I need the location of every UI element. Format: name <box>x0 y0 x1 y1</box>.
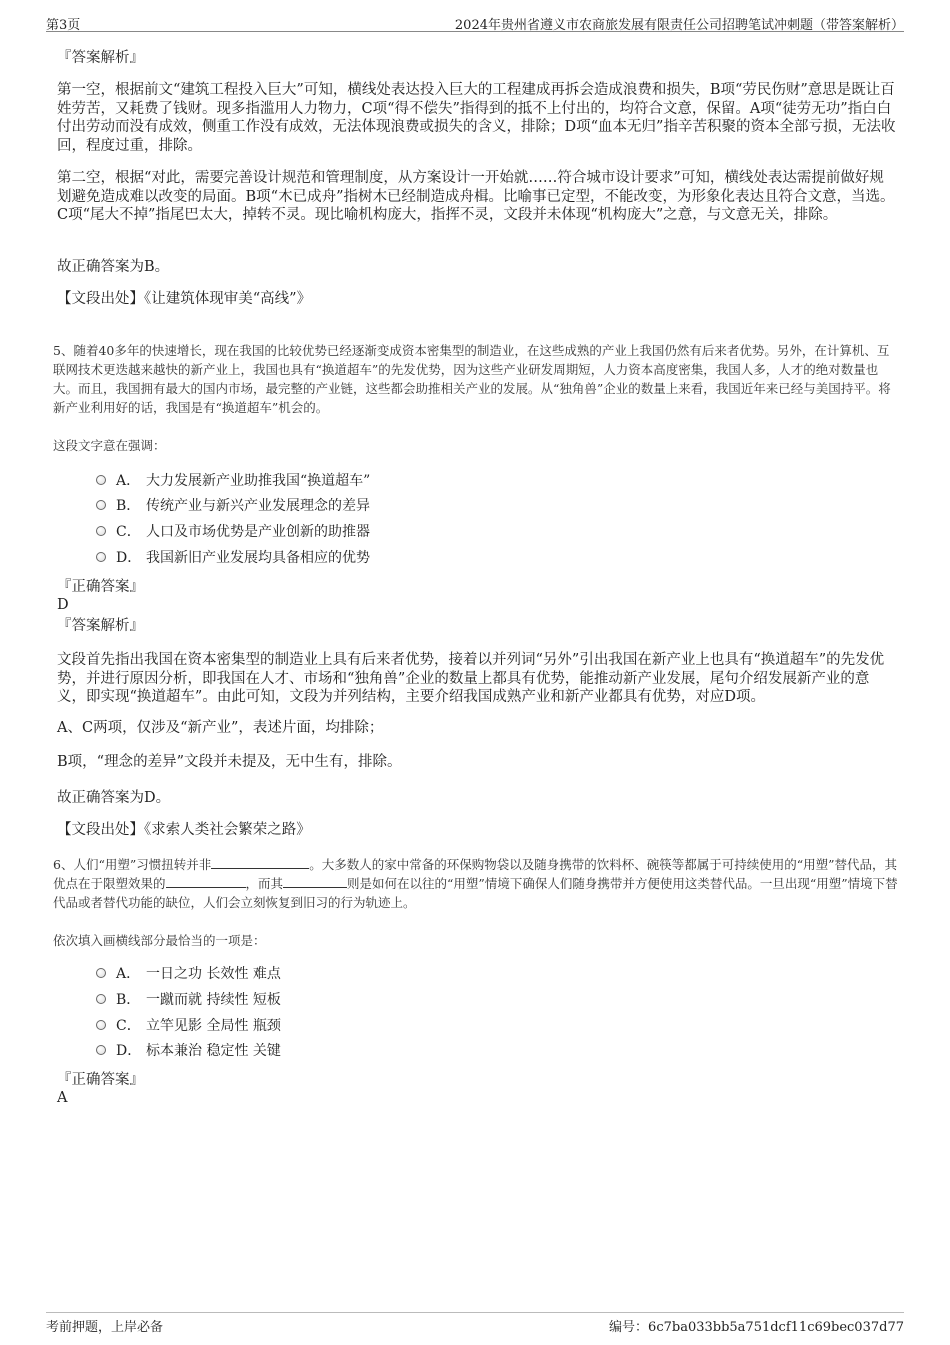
analysis-label: 『答案解析』 <box>57 618 144 634</box>
radio-icon[interactable] <box>96 994 106 1004</box>
document-title: 2024年贵州省遵义市农商旅发展有限责任公司招聘笔试冲刺题（带答案解析） <box>454 18 904 33</box>
blank-line-3 <box>283 876 347 888</box>
option-b[interactable]: B． 一蹴而就 持续性 短板 <box>96 990 281 1010</box>
option-b[interactable]: B． 传统产业与新兴产业发展理念的差异 <box>96 496 370 516</box>
question-text: 6、人们“用塑”习惯扭转并非 。大多数人的家中常备的环保购物袋以及随身携带的饮料杯、碗筷等都属于可持续使用的“用塑”替代品，其优点在于限塑效果的 ，而其 则是如何在以往的“用塑”情境下确保人们随身携带并方便使用这类替代品。一旦出现“用塑”情境下替代品或者替代功能的缺位，人们会立刻恢复到旧习的行为轨迹上。 <box>53 857 898 910</box>
answer-label: 『正确答案』 <box>57 1072 144 1088</box>
document-id: 编号：6c7ba033bb5a751dcf11c69bec037d77 <box>609 1320 904 1335</box>
radio-icon[interactable] <box>96 968 106 978</box>
radio-icon[interactable] <box>96 500 106 510</box>
option-a[interactable]: A． 一日之功 长效性 难点 <box>96 964 281 984</box>
option-c[interactable]: C． 立竿见影 全局性 瓶颈 <box>96 1016 281 1036</box>
analysis-paragraph: A、C两项，仅涉及“新产业”，表述片面，均排除； <box>57 720 384 736</box>
radio-icon[interactable] <box>96 1045 106 1055</box>
answer-value: D <box>57 597 69 613</box>
analysis-paragraph: 文段首先指出我国在资本密集型的制造业上具有后来者优势，接着以并列词“另外”引出我国在新产业上也具有“换道超车”的先发优势，并进行原因分析，即我国在人才、市场和“独角兽”企业的数量上都具有优势，能推动新产业发展，尾句介绍发展新产业的意义，即实现“换道超车”。由此可知，文段为并列结构，主要介绍我国成熟产业和新产业都具有优势，对应D项。 <box>57 652 885 705</box>
option-d[interactable]: D． 我国新旧产业发展均具备相应的优势 <box>96 548 370 568</box>
option-a[interactable]: A． 大力发展新产业助推我国“换道超车” <box>96 471 370 491</box>
footer-slogan: 考前押题，上岸必备 <box>46 1320 164 1335</box>
analysis-conclusion: 故正确答案为D。 <box>57 790 171 806</box>
option-c[interactable]: C． 人口及市场优势是产业创新的助推器 <box>96 522 370 542</box>
page-footer <box>46 1312 904 1335</box>
blank-line-2 <box>166 876 246 888</box>
analysis-paragraph: 第二空，根据“对此，需要完善设计规范和管理制度，从方案设计一开始就……符合城市设计要求”可知，横线处表达需提前做好规划避免造成难以改变的局面。B项“木已成舟”指树木已经制造成舟楫。比喻事已定型，不能改变，为形象化表达且符合文意，当选。C项“尾大不掉”指尾巴太大，掉转不灵。现比喻机构庞大，指挥不灵，文段并未体现“机构庞大”之意，与文意无关，排除。 <box>57 170 895 223</box>
analysis-label: 『答案解析』 <box>57 50 144 66</box>
radio-icon[interactable] <box>96 552 106 562</box>
question-text: 5、随着40多年的快速增长，现在我国的比较优势已经逐渐变成资本密集型的制造业，在这些成熟的产业上我国仍然有后来者优势。另外，在计算机、互联网技术更迭越来越快的新产业上，我国也具有“换道超车”的先发优势，因为这些产业研发周期短，人力资本高度密集，我国人多，人才的绝对数量也大。而且，我国拥有最大的国内市场，最完整的产业链，这些都会助推相关产业的发展。从“独角兽”企业的数量上来看，我国近年来已经与美国持平。将新产业利用好的话，我国是有“换道超车”机会的。 <box>53 343 891 415</box>
source-citation: 【文段出处】《求索人类社会繁荣之路》 <box>57 822 311 838</box>
analysis-paragraph: B项，“理念的差异”文段并未提及，无中生有，排除。 <box>57 754 402 770</box>
radio-icon[interactable] <box>96 475 106 485</box>
radio-icon[interactable] <box>96 1020 106 1030</box>
blank-line-1 <box>211 857 309 869</box>
answer-value: A <box>57 1090 68 1106</box>
radio-icon[interactable] <box>96 526 106 536</box>
analysis-paragraph: 第一空，根据前文“建筑工程投入巨大”可知，横线处表达投入巨大的工程建成再拆会造成浪费和损失，B项“劳民伤财”意思是既让百姓劳苦，又耗费了钱财。现多指滥用人力物力，C项“得不偿失”指得到的抵不上付出的，均符合文意，保留。A项“徒劳无功”指白白付出劳动而没有成效，侧重工作没有成效，无法体现浪费或损失的含义，排除；D项“血本无归”指辛苦积聚的资本全部亏损，无法收回，程度过重，排除。 <box>57 82 896 154</box>
page-number: 第3页 <box>46 18 81 33</box>
source-citation: 【文段出处】《让建筑体现审美“高线”》 <box>57 291 312 307</box>
question-prompt: 这段文字意在强调： <box>53 438 166 453</box>
option-d[interactable]: D． 标本兼治 稳定性 关键 <box>96 1041 281 1061</box>
analysis-conclusion: 故正确答案为B。 <box>57 259 170 275</box>
question-prompt: 依次填入画横线部分最恰当的一项是： <box>53 933 266 948</box>
page-header <box>46 12 904 32</box>
answer-label: 『正确答案』 <box>57 579 144 595</box>
